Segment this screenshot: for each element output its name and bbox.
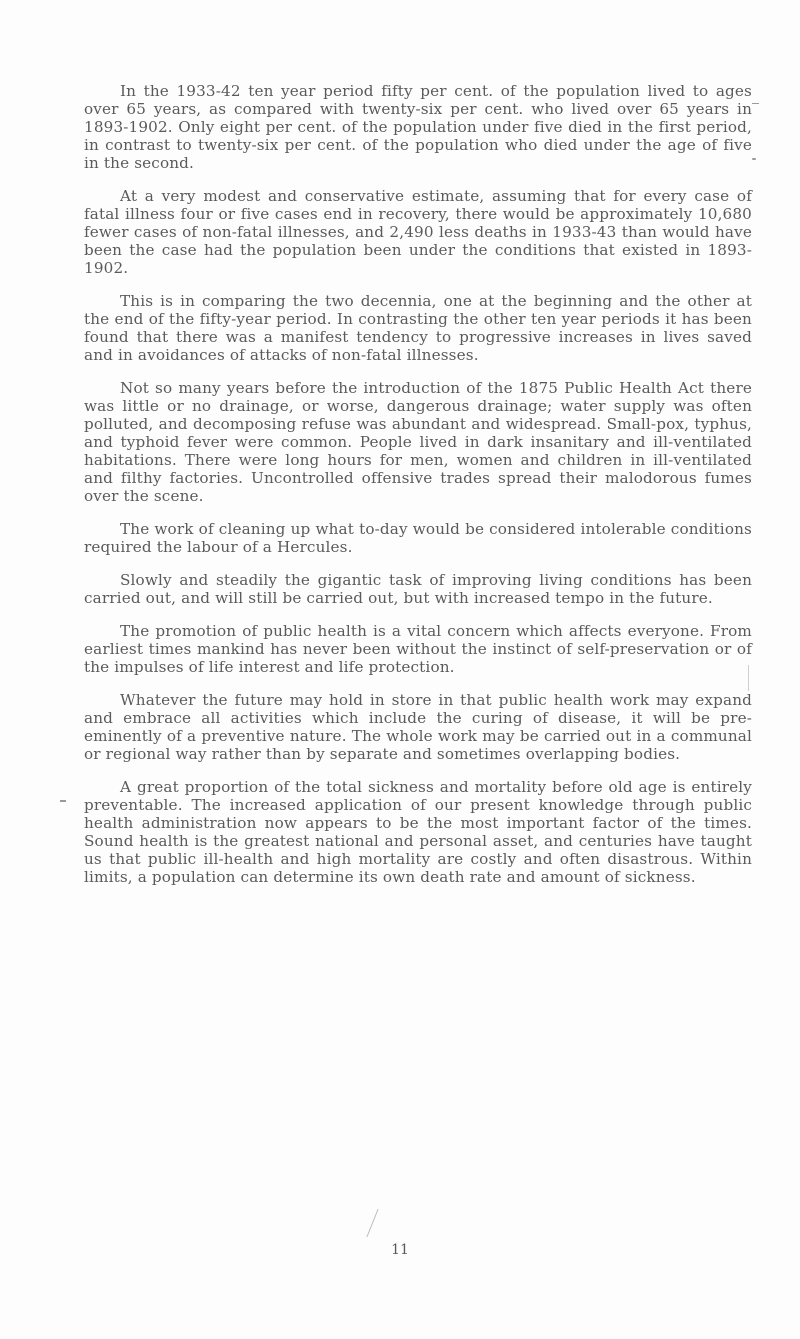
scan-mark bbox=[60, 800, 66, 802]
scan-mark bbox=[366, 1209, 378, 1237]
scan-mark bbox=[748, 665, 749, 691]
paragraph-7: The promotion of public health is a vital concern which affects everyone. From earliest times mankind has never been without the instinct of self-preservation or of the impulses of life interest and life protection. bbox=[84, 622, 752, 676]
paragraph-1: In the 1933-42 ten year period fifty per cent. of the population lived to ages over 65 years, as compared with twenty-six per cent. who lived over 65 years in 1893-1902. Only eight per cent. of the population under five died in the first period, in contrast to twenty-six per cent. of the population who died under the age of five in the second. bbox=[84, 82, 752, 172]
paragraph-4: Not so many years before the introduction of the 1875 Public Health Act there was little or no drainage, or worse, dangerous drainage; water supply was often polluted, and decomposing refuse was abundant and widespread. Small-pox, typhus, and typhoid fever were common. People lived in dark insanitary and ill-ventilated habitations. There were long hours for men, women and children in ill-ventilated and filthy factories. Uncontrolled offensive trades spread their malodorous fumes over the scene. bbox=[84, 379, 752, 505]
scan-mark bbox=[752, 158, 756, 160]
paragraph-3: This is in comparing the two decennia, one at the beginning and the other at the end of the fifty-year period. In contrasting the other ten year periods it has been found that there was a manifest tendency to progressive increases in lives saved and in avoidances of attacks of non-fatal illnesses. bbox=[84, 292, 752, 364]
page-number: 11 bbox=[391, 1242, 409, 1258]
paragraph-5: The work of cleaning up what to-day would be considered intolerable conditions required the labour of a Hercules. bbox=[84, 520, 752, 556]
paragraph-8: Whatever the future may hold in store in that public health work may expand and embrace all activities which include the curing of disease, it will be pre-eminently of a preventive nature. The whole work may be carried out in a communal or regional way rather than by separate and sometimes overlapping bodies. bbox=[84, 691, 752, 763]
paragraph-2: At a very modest and conservative estimate, assuming that for every case of fatal illness four or five cases end in recovery, there would be approximately 10,680 fewer cases of non-fatal illnesses, and 2,490 less deaths in 1933-43 than would have been the case had the population been under the conditions that existed in 1893-1902. bbox=[84, 187, 752, 277]
body-text bbox=[84, 82, 752, 901]
paragraph-9: A great proportion of the total sickness and mortality before old age is entirely preventable. The increased application of our present knowledge through public health administration now appears to be the most important factor of the times. Sound health is the greatest national and personal asset, and centuries have taught us that public ill-health and high mortality are costly and often disastrous. Within limits, a population can determine its own death rate and amount of sickness. bbox=[84, 778, 752, 886]
scan-mark bbox=[752, 103, 759, 104]
paragraph-6: Slowly and steadily the gigantic task of improving living conditions has been carried out, and will still be carried out, but with increased tempo in the future. bbox=[84, 571, 752, 607]
